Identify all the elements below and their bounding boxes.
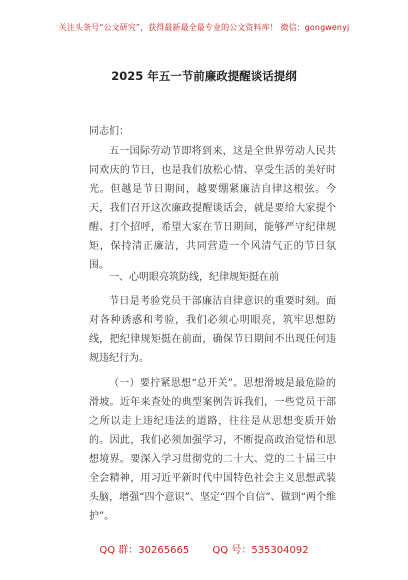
qq-group-text: QQ 群：30265665 [99,545,190,556]
footer-contact [0,541,408,556]
document-title: 2025 年五一节前廉政提醒谈话提纲 [111,69,297,83]
salutation: 同志们： [89,126,129,137]
section-heading-1: 一、心明眼亮筑防线，纪律规矩挺在前 [109,272,279,283]
header-note: 关注头条号“公文研究”，获得最新最全最专业的公文资料库！ 微信：gongwenyj [58,23,350,32]
paragraph-subsection-1: （一）要拧紧思想“总开关”。思想滑坡是最危险的滑坡。近年来查处的典型案例告诉我们，一些党员干部之所以走上违纪违法的道路，往往是从思想变质开始的。因此，我们必须加强学习，不断提高政治觉悟和思想境界。要深入学习贯彻党的二十大、党的二十届三中全会精神，用习近平新时代中国特色社会主义思想武装头脑，增强“四个意识”、坚定“四个自信”、做到“两个维护”。 [89,378,336,522]
qq-number-text: QQ 号：535304092 [212,545,309,556]
paragraph-intro: 五一国际劳动节即将到来，这是全世界劳动人民共同欢庆的节日，也是我们放松心情、享受生活的美好时光。但越是节日期间，越要绷紧廉洁自律这根弦。今天，我们召开这次廉政提醒谈话会，就是要给大家提个醒、打个招呼，希望大家在节日期间，能够严守纪律规矩，保持清正廉洁，共同营造一个风清气正的节日氛围。 [89,146,336,271]
paragraph-section-1: 节日是考验党员干部廉洁自律意识的重要时刻。面对各种诱惑和考验，我们必须心明眼亮，筑牢思想防线，把纪律规矩挺在前面，确保节日期间不出现任何违规违纪行为。 [89,296,336,364]
